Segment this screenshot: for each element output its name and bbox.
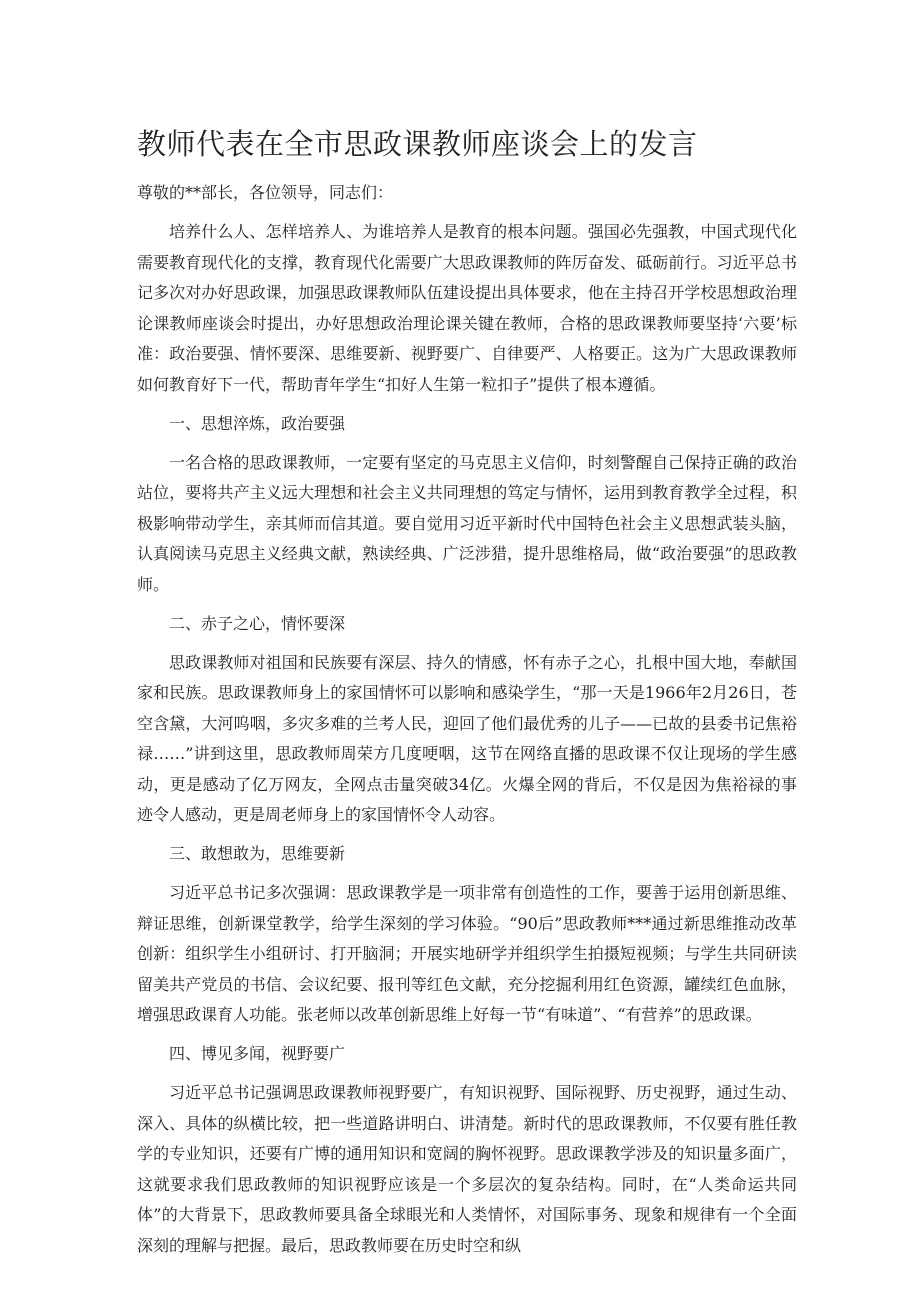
- paragraph-section-1: 一名合格的思政课教师，一定要有坚定的马克思主义信仰，时刻警醒自己保持正确的政治站位，要将共产主义远大理想和社会主义共同理想的笃定与情怀，运用到教育教学全过程，积极影响带动学生，亲其师而信其道。要自觉用习近平新时代中国特色社会主义思想武装头脑，认真阅读马克思主义经典文献，熟读经典、广泛涉猎，提升思维格局，做“政治要强”的思政教师。: [137, 452, 797, 594]
- paragraph-intro: 培养什么人、怎样培养人、为谁培养人是教育的根本问题。强国必先强教，中国式现代化需要教育现代化的支撑，教育现代化需要广大思政课教师的阵厉奋发、砥砺前行。习近平总书记多次对办好思政课，加强思政课教师队伍建设提出具体要求，他在主持召开学校思想政治理论课教师座谈会时提出，办好思想政治理论课关键在教师，合格的思政课教师要坚持‘六要’标准：政治要强、情怀要深、思维要新、视野要广、自律要严、人格要正。这为广大思政课教师如何教育好下一代，帮助青年学生“扣好人生第一粒扣子”提供了根本遵循。: [137, 222, 797, 394]
- paragraph-section-3: 习近平总书记多次强调：思政课教学是一项非常有创造性的工作，要善于运用创新思维、辩证思维，创新课堂教学，给学生深刻的学习体验。“90后”思政教师***通过新思维推动改革创新：组织学生小组研讨、打开脑洞；开展实地研学并组织学生拍摄短视频；与学生共同研读留美共产党员的书信、会议纪要、报刊等红色文献，充分挖掘利用红色资源，罐续红色血脉，增强思政课育人功能。张老师以改革创新思维上好每一节“有味道”、“有营养”的思政课。: [137, 883, 797, 1024]
- section-heading-4: 四、博见多闻，视野要广: [169, 1044, 346, 1063]
- paragraph-section-2: 思政课教师对祖国和民族要有深层、持久的情感，怀有赤子之心，扎根中国大地，奉献国家和民族。思政课教师身上的家国情怀可以影响和感染学生，“那一天是1966年2月26日，苍空含黛，大河呜咽，多灾多难的兰考人民，迎回了他们最优秀的儿子——已故的县委书记焦裕禄……”讲到这里，思政教师周荣方几度哽咽，这节在网络直播的思政课不仅让现场的学生感动，更是感动了亿万网友，全网点击量突破34亿。火爆全网的背后，不仅是因为焦裕禄的事迹令人感动，更是周老师身上的家国情怀令人动容。: [137, 652, 797, 824]
- document-body: [137, 178, 797, 1270]
- section-heading-3: 三、敢想敢为，思维要新: [169, 844, 346, 863]
- section-heading-2: 二、赤子之心，情怀要深: [169, 613, 346, 633]
- salutation: 尊敬的**部长，各位领导，同志们：: [137, 183, 394, 202]
- section-heading-1: 一、思想淬炼，政治要强: [169, 413, 346, 433]
- paragraph-section-4: 习近平总书记强调思政课教师视野要广，有知识视野、国际视野、历史视野，通过生动、深入、具体的纵横比较，把一些道路讲明白、讲清楚。新时代的思政课教师，不仅要有胜任教学的专业知识，还要有广博的通用知识和宽阔的胸怀视野。思政课教学涉及的知识量多面广，这就要求我们思政教师的知识视野应该是一个多层次的复杂结构。同时，在“人类命运共同体”的大背景下，思政教师要具备全球眼光和人类情怀，对国际事务、现象和规律有一个全面深刻的理解与把握。最后，思政教师要在历史时空和纵: [137, 1083, 797, 1255]
- document-title: 教师代表在全市思政课教师座谈会上的发言: [137, 127, 698, 161]
